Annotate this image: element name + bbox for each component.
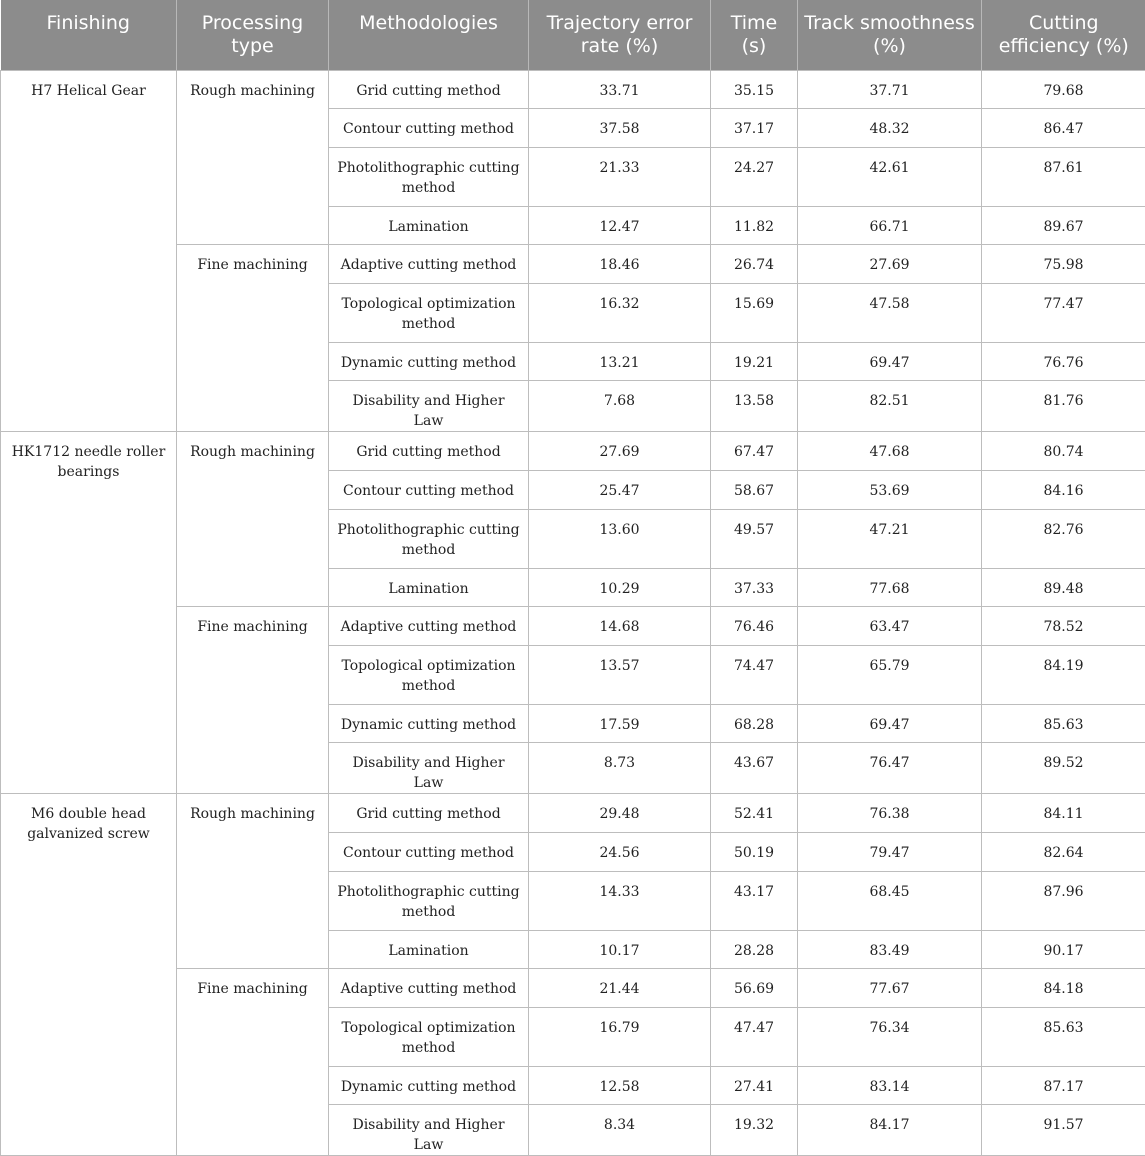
time-cell: 52.41 xyxy=(711,794,798,833)
cutting-efficiency-cell: 84.19 xyxy=(982,645,1145,704)
header-methodologies: Methodologies xyxy=(329,0,529,70)
methodology-cell: Photolithographic cutting method xyxy=(329,147,529,206)
time-cell: 37.17 xyxy=(711,109,798,148)
time-cell: 67.47 xyxy=(711,432,798,471)
processing-type-cell: Fine machining xyxy=(177,245,329,432)
track-smoothness-cell: 37.71 xyxy=(798,70,982,109)
trajectory-error-cell: 14.68 xyxy=(529,607,711,646)
table-row xyxy=(1,794,1145,833)
table-row xyxy=(1,70,1145,109)
trajectory-error-cell: 24.56 xyxy=(529,833,711,872)
methodology-cell: Grid cutting method xyxy=(329,794,529,833)
trajectory-error-cell: 21.33 xyxy=(529,147,711,206)
methodology-cell: Adaptive cutting method xyxy=(329,969,529,1008)
methodology-cell: Adaptive cutting method xyxy=(329,245,529,284)
track-smoothness-cell: 65.79 xyxy=(798,645,982,704)
methodology-cell: Contour cutting method xyxy=(329,109,529,148)
track-smoothness-cell: 69.47 xyxy=(798,342,982,381)
cutting-efficiency-cell: 85.63 xyxy=(982,1007,1145,1066)
time-cell: 28.28 xyxy=(711,930,798,969)
track-smoothness-cell: 66.71 xyxy=(798,206,982,245)
cutting-efficiency-cell: 87.17 xyxy=(982,1066,1145,1105)
trajectory-error-cell: 14.33 xyxy=(529,871,711,930)
methodology-cell: Photolithographic cutting method xyxy=(329,509,529,568)
time-cell: 26.74 xyxy=(711,245,798,284)
trajectory-error-cell: 10.29 xyxy=(529,568,711,607)
track-smoothness-cell: 77.68 xyxy=(798,568,982,607)
processing-type-cell: Fine machining xyxy=(177,607,329,794)
header-cutting-efficiency: Cutting efficiency (%) xyxy=(982,0,1145,70)
header-processing-type: Processing type xyxy=(177,0,329,70)
time-cell: 43.67 xyxy=(711,743,798,794)
cutting-efficiency-cell: 82.76 xyxy=(982,509,1145,568)
track-smoothness-cell: 69.47 xyxy=(798,704,982,743)
methodology-cell: Lamination xyxy=(329,930,529,969)
time-cell: 43.17 xyxy=(711,871,798,930)
methodology-cell: Topological optimization method xyxy=(329,283,529,342)
track-smoothness-cell: 79.47 xyxy=(798,833,982,872)
methodology-cell: Lamination xyxy=(329,568,529,607)
cutting-efficiency-cell: 79.68 xyxy=(982,70,1145,109)
time-cell: 37.33 xyxy=(711,568,798,607)
time-cell: 76.46 xyxy=(711,607,798,646)
cutting-efficiency-cell: 90.17 xyxy=(982,930,1145,969)
trajectory-error-cell: 25.47 xyxy=(529,471,711,510)
header-row xyxy=(1,0,1145,70)
methodology-cell: Dynamic cutting method xyxy=(329,704,529,743)
track-smoothness-cell: 84.17 xyxy=(798,1105,982,1156)
trajectory-error-cell: 8.73 xyxy=(529,743,711,794)
cutting-efficiency-cell: 76.76 xyxy=(982,342,1145,381)
finishing-cell: H7 Helical Gear xyxy=(1,70,177,432)
time-cell: 47.47 xyxy=(711,1007,798,1066)
track-smoothness-cell: 83.14 xyxy=(798,1066,982,1105)
track-smoothness-cell: 53.69 xyxy=(798,471,982,510)
track-smoothness-cell: 77.67 xyxy=(798,969,982,1008)
trajectory-error-cell: 33.71 xyxy=(529,70,711,109)
track-smoothness-cell: 63.47 xyxy=(798,607,982,646)
time-cell: 50.19 xyxy=(711,833,798,872)
table-body xyxy=(1,70,1145,1156)
trajectory-error-cell: 12.47 xyxy=(529,206,711,245)
time-cell: 74.47 xyxy=(711,645,798,704)
finishing-cell: HK1712 needle roller bearings xyxy=(1,432,177,794)
track-smoothness-cell: 47.58 xyxy=(798,283,982,342)
trajectory-error-cell: 37.58 xyxy=(529,109,711,148)
track-smoothness-cell: 68.45 xyxy=(798,871,982,930)
cutting-efficiency-cell: 87.96 xyxy=(982,871,1145,930)
cutting-efficiency-cell: 86.47 xyxy=(982,109,1145,148)
trajectory-error-cell: 12.58 xyxy=(529,1066,711,1105)
trajectory-error-cell: 29.48 xyxy=(529,794,711,833)
time-cell: 68.28 xyxy=(711,704,798,743)
cutting-efficiency-cell: 78.52 xyxy=(982,607,1145,646)
cutting-efficiency-cell: 81.76 xyxy=(982,381,1145,432)
track-smoothness-cell: 76.38 xyxy=(798,794,982,833)
track-smoothness-cell: 76.47 xyxy=(798,743,982,794)
trajectory-error-cell: 17.59 xyxy=(529,704,711,743)
trajectory-error-cell: 8.34 xyxy=(529,1105,711,1156)
time-cell: 13.58 xyxy=(711,381,798,432)
methodology-cell: Contour cutting method xyxy=(329,471,529,510)
header-trajectory-error-rate: Trajectory error rate (%) xyxy=(529,0,711,70)
header-track-smoothness: Track smoothness (%) xyxy=(798,0,982,70)
time-cell: 58.67 xyxy=(711,471,798,510)
methodology-cell: Topological optimization method xyxy=(329,645,529,704)
trajectory-error-cell: 10.17 xyxy=(529,930,711,969)
cutting-efficiency-cell: 84.18 xyxy=(982,969,1145,1008)
track-smoothness-cell: 47.68 xyxy=(798,432,982,471)
cutting-efficiency-cell: 77.47 xyxy=(982,283,1145,342)
trajectory-error-cell: 16.32 xyxy=(529,283,711,342)
cutting-efficiency-cell: 84.11 xyxy=(982,794,1145,833)
methodology-cell: Grid cutting method xyxy=(329,70,529,109)
methodology-cell: Grid cutting method xyxy=(329,432,529,471)
cutting-efficiency-cell: 80.74 xyxy=(982,432,1145,471)
processing-type-cell: Fine machining xyxy=(177,969,329,1156)
methodology-cell: Disability and Higher Law xyxy=(329,1105,529,1156)
trajectory-error-cell: 13.60 xyxy=(529,509,711,568)
track-smoothness-cell: 42.61 xyxy=(798,147,982,206)
methodology-cell: Contour cutting method xyxy=(329,833,529,872)
cutting-efficiency-cell: 87.61 xyxy=(982,147,1145,206)
header-time: Time (s) xyxy=(711,0,798,70)
methodology-cell: Lamination xyxy=(329,206,529,245)
time-cell: 15.69 xyxy=(711,283,798,342)
trajectory-error-cell: 7.68 xyxy=(529,381,711,432)
cutting-efficiency-cell: 89.48 xyxy=(982,568,1145,607)
time-cell: 56.69 xyxy=(711,969,798,1008)
cutting-efficiency-cell: 89.67 xyxy=(982,206,1145,245)
table-row xyxy=(1,432,1145,471)
trajectory-error-cell: 18.46 xyxy=(529,245,711,284)
methodology-cell: Topological optimization method xyxy=(329,1007,529,1066)
trajectory-error-cell: 13.57 xyxy=(529,645,711,704)
methodology-cell: Adaptive cutting method xyxy=(329,607,529,646)
time-cell: 27.41 xyxy=(711,1066,798,1105)
methodology-cell: Disability and Higher Law xyxy=(329,381,529,432)
time-cell: 19.32 xyxy=(711,1105,798,1156)
trajectory-error-cell: 13.21 xyxy=(529,342,711,381)
header-finishing: Finishing xyxy=(1,0,177,70)
trajectory-error-cell: 16.79 xyxy=(529,1007,711,1066)
processing-type-cell: Rough machining xyxy=(177,794,329,969)
cutting-efficiency-cell: 82.64 xyxy=(982,833,1145,872)
track-smoothness-cell: 76.34 xyxy=(798,1007,982,1066)
track-smoothness-cell: 27.69 xyxy=(798,245,982,284)
finishing-cell: M6 double head galvanized screw xyxy=(1,794,177,1156)
track-smoothness-cell: 47.21 xyxy=(798,509,982,568)
cutting-efficiency-cell: 91.57 xyxy=(982,1105,1145,1156)
cutting-efficiency-cell: 85.63 xyxy=(982,704,1145,743)
cutting-efficiency-cell: 89.52 xyxy=(982,743,1145,794)
processing-type-cell: Rough machining xyxy=(177,70,329,245)
cutting-efficiency-cell: 84.16 xyxy=(982,471,1145,510)
methodology-cell: Disability and Higher Law xyxy=(329,743,529,794)
time-cell: 11.82 xyxy=(711,206,798,245)
time-cell: 19.21 xyxy=(711,342,798,381)
track-smoothness-cell: 83.49 xyxy=(798,930,982,969)
methodology-cell: Photolithographic cutting method xyxy=(329,871,529,930)
methodology-cell: Dynamic cutting method xyxy=(329,1066,529,1105)
time-cell: 24.27 xyxy=(711,147,798,206)
methodology-cell: Dynamic cutting method xyxy=(329,342,529,381)
track-smoothness-cell: 82.51 xyxy=(798,381,982,432)
trajectory-error-cell: 27.69 xyxy=(529,432,711,471)
cutting-efficiency-cell: 75.98 xyxy=(982,245,1145,284)
trajectory-error-cell: 21.44 xyxy=(529,969,711,1008)
processing-type-cell: Rough machining xyxy=(177,432,329,607)
track-smoothness-cell: 48.32 xyxy=(798,109,982,148)
table-header xyxy=(1,0,1145,70)
time-cell: 35.15 xyxy=(711,70,798,109)
time-cell: 49.57 xyxy=(711,509,798,568)
